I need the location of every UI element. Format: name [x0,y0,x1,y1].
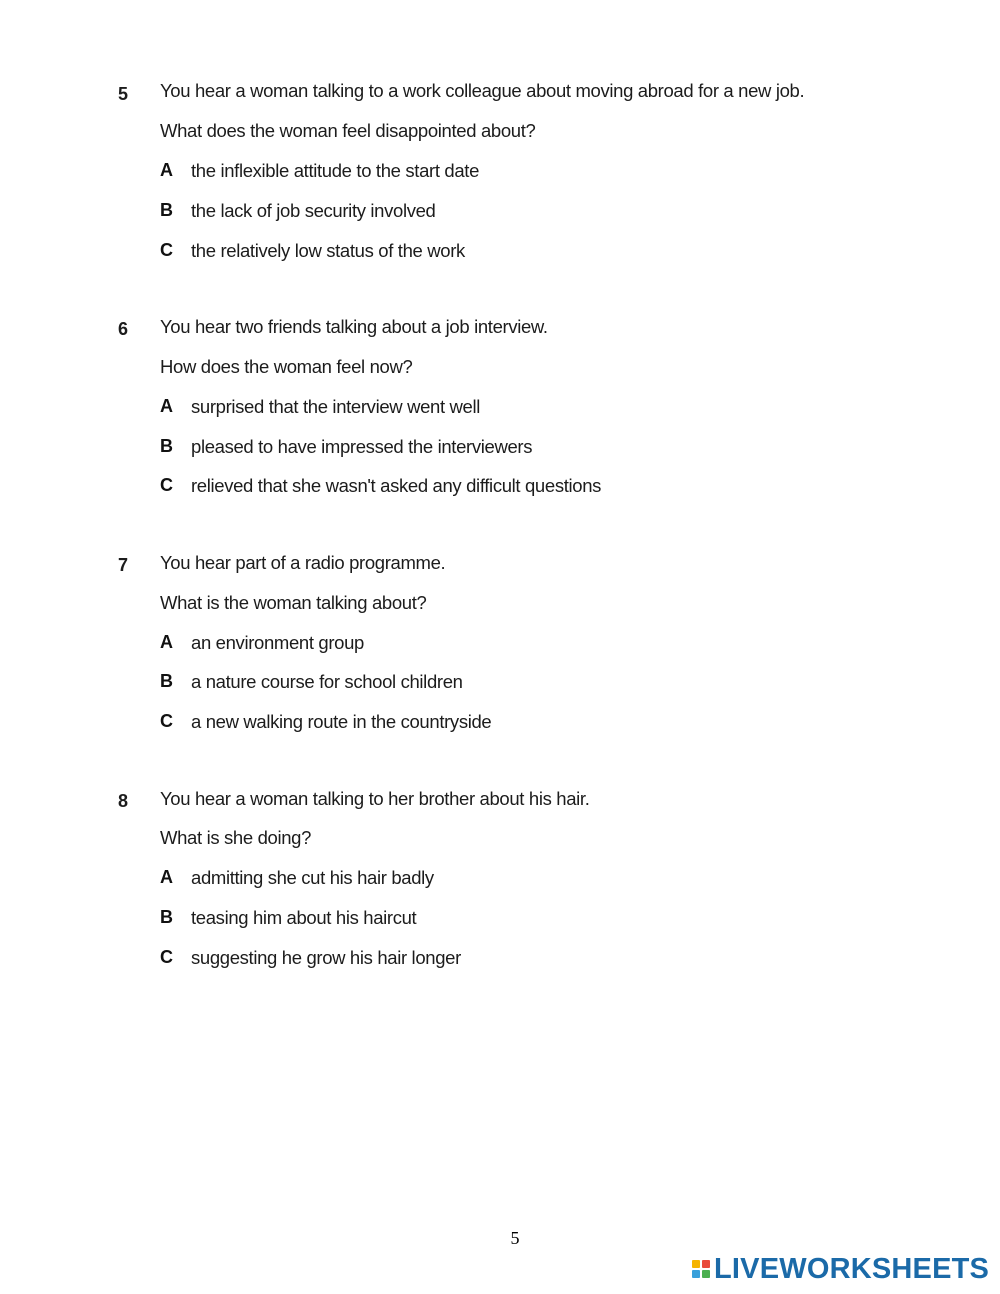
option-letter: A [160,632,173,652]
question-text: What does the woman feel disappointed about? [160,120,536,141]
question-prompt: You hear a woman talking to a work colleague about moving abroad for a new job. [160,80,805,101]
logo-mark-icon [692,1260,710,1278]
page-number: 5 [510,1228,520,1248]
question-number: 7 [118,555,129,575]
question-number: 6 [118,319,129,339]
option-text[interactable]: the lack of job security involved [191,200,436,221]
option-text[interactable]: pleased to have impressed the interviewers [191,436,533,457]
option-text[interactable]: teasing him about his haircut [191,907,417,928]
option-text[interactable]: surprised that the interview went well [191,396,481,417]
question-text: What is the woman talking about? [160,592,427,613]
option-letter: C [160,240,173,260]
question-number: 5 [118,84,129,104]
question-prompt: You hear part of a radio programme. [160,552,446,573]
option-text[interactable]: a new walking route in the countryside [191,711,492,732]
logo-square-icon [702,1270,710,1278]
option-letter: A [160,396,173,416]
question-text: How does the woman feel now? [160,356,413,377]
option-text[interactable]: admitting she cut his hair badly [191,867,434,888]
option-text[interactable]: the inflexible attitude to the start date [191,160,480,181]
option-letter: C [160,947,173,967]
option-letter: B [160,671,173,691]
option-letter: A [160,867,173,887]
option-letter: B [160,200,173,220]
question-prompt: You hear two friends talking about a job interview. [160,316,548,337]
option-text[interactable]: the relatively low status of the work [191,240,465,261]
option-letter: C [160,475,173,495]
option-letter: B [160,436,173,456]
option-text[interactable]: an environment group [191,632,364,653]
question-text: What is she doing? [160,827,312,848]
logo-square-icon [702,1260,710,1268]
question-number: 8 [118,791,129,811]
option-text[interactable]: relieved that she wasn't asked any difficult questions [191,475,602,496]
logo-text: LIVEWORKSHEETS [714,1252,990,1285]
logo-square-icon [692,1270,700,1278]
option-letter: B [160,907,173,927]
logo-square-icon [692,1260,700,1268]
option-letter: C [160,711,173,731]
liveworksheets-logo [692,1253,989,1285]
question-prompt: You hear a woman talking to her brother about his hair. [160,788,590,809]
option-text[interactable]: a nature course for school children [191,671,463,692]
option-text[interactable]: suggesting he grow his hair longer [191,947,461,968]
option-letter: A [160,160,173,180]
